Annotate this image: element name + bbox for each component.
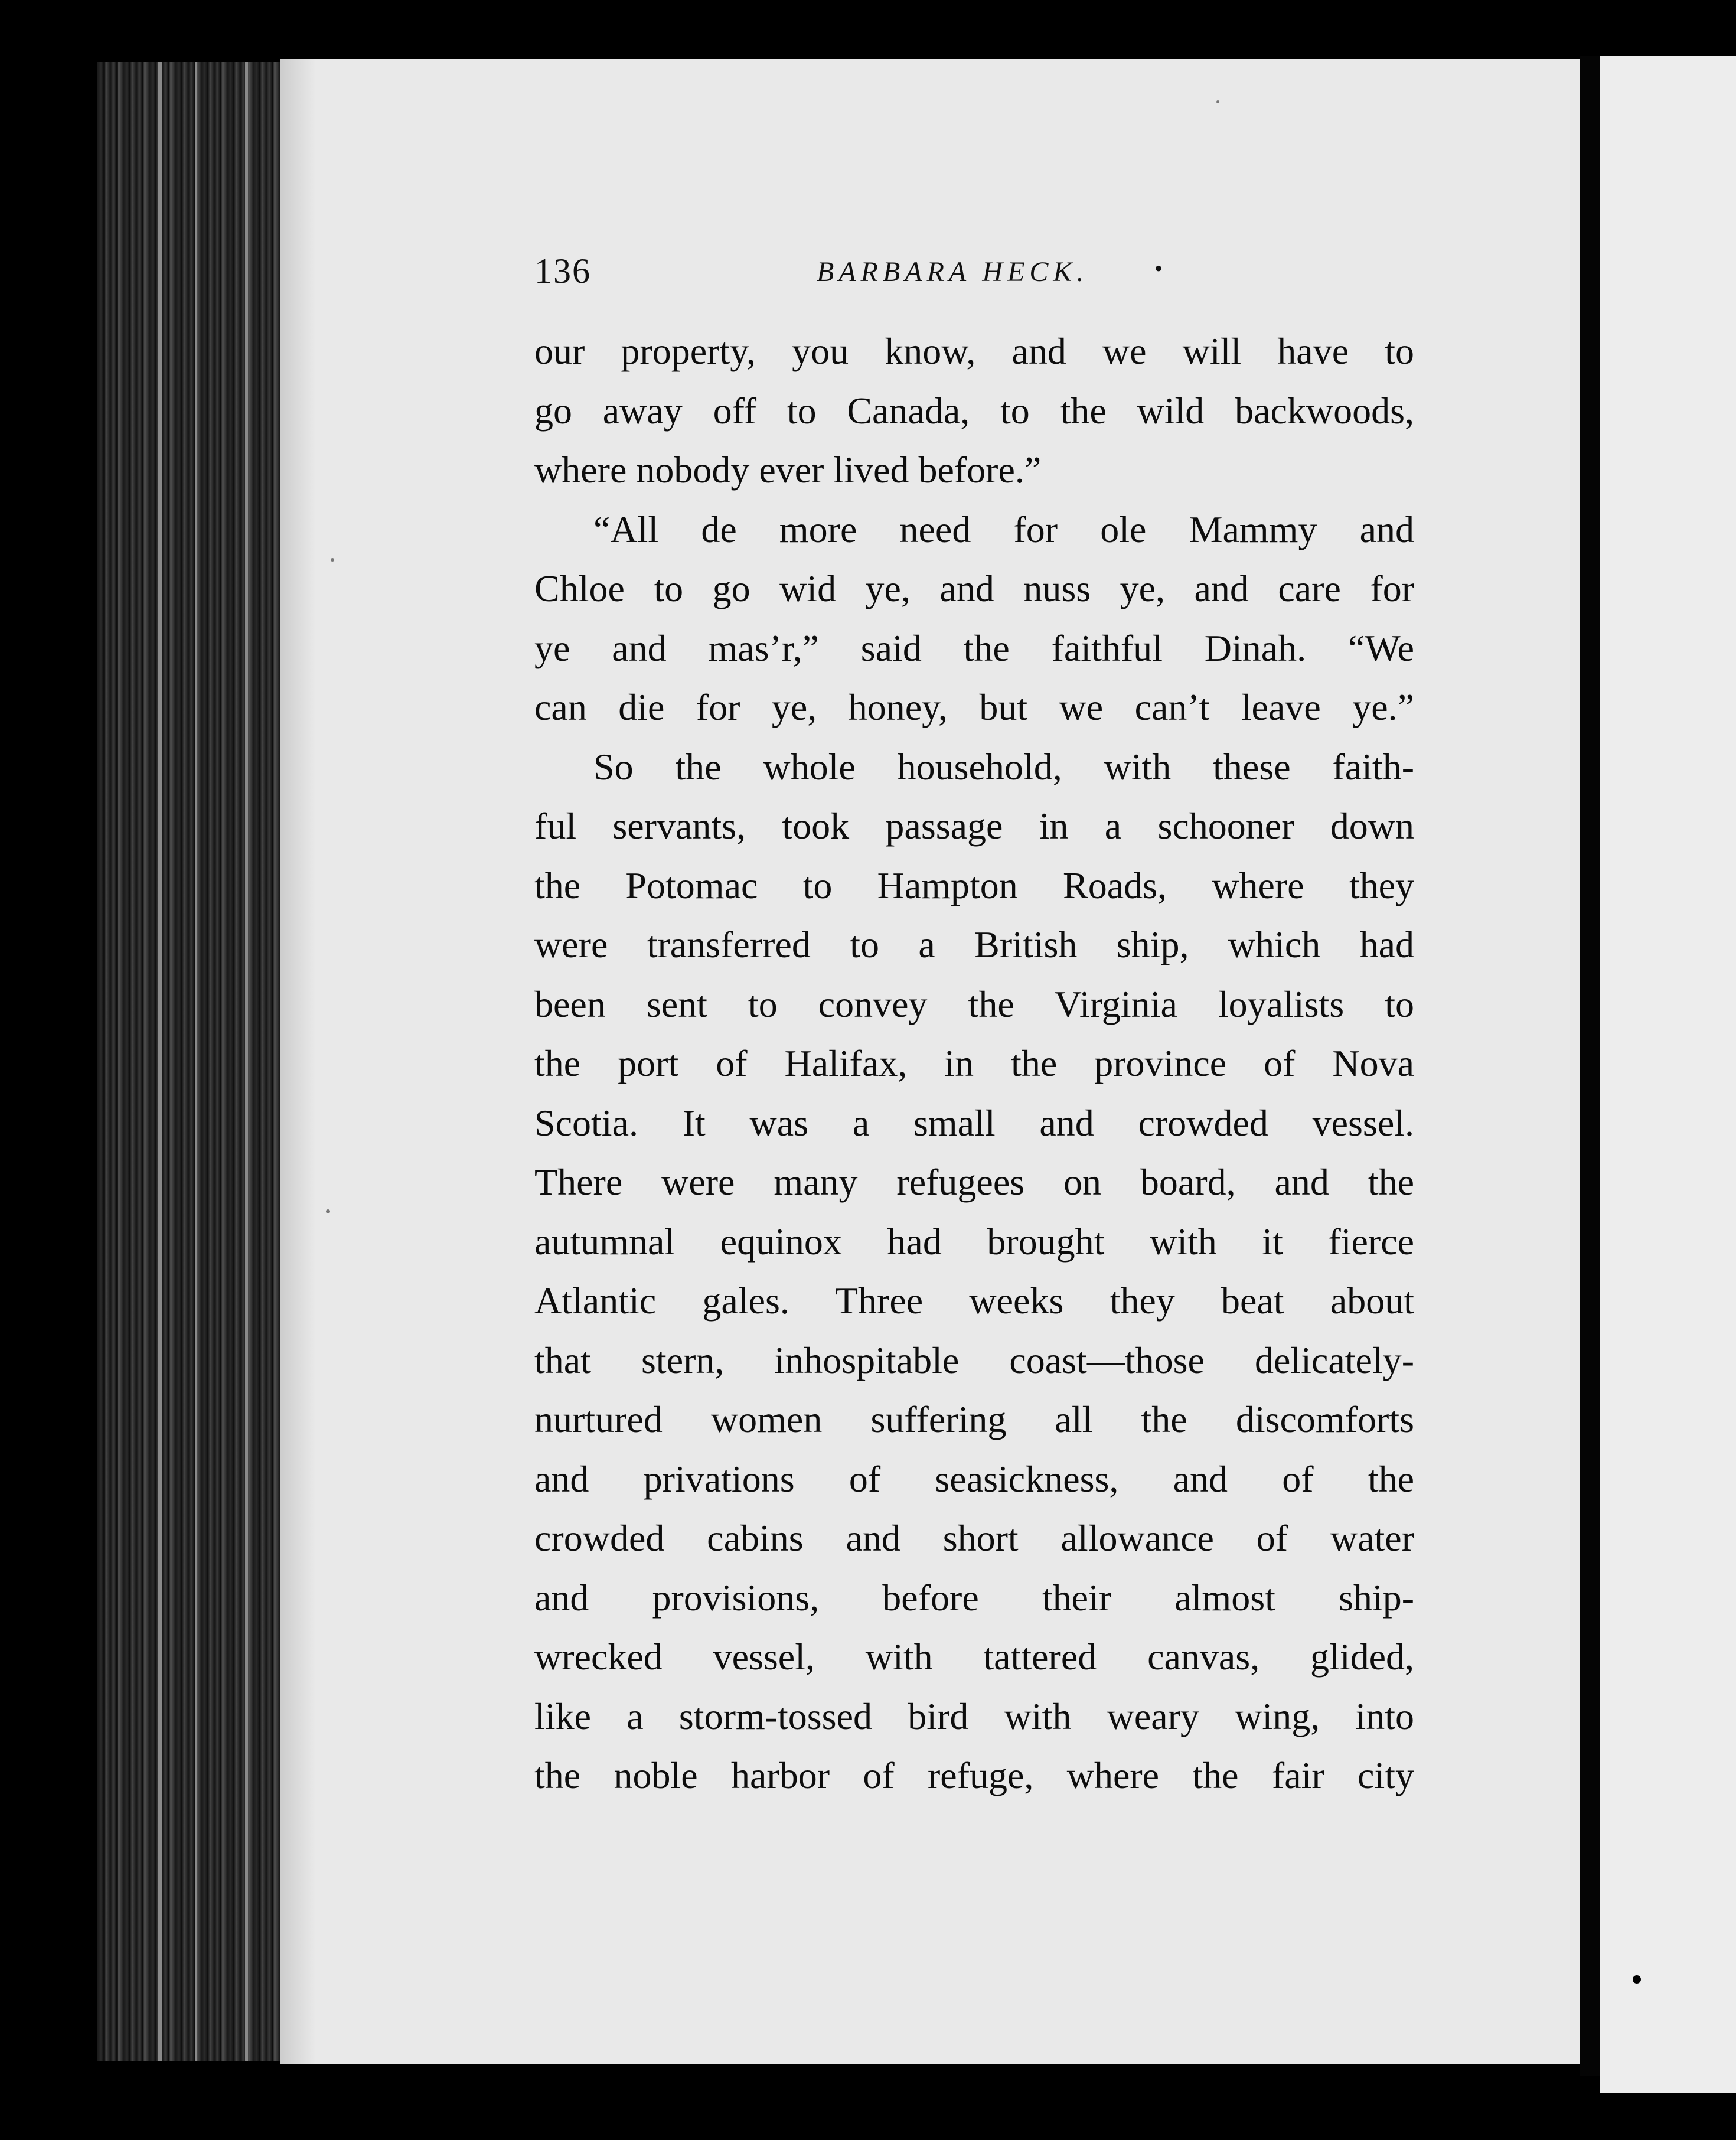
text-line: the port of Halifax, in the province of Nova <box>534 1042 1414 1084</box>
header-mark: • <box>1154 255 1163 282</box>
text-line: can die for ye, honey, but we can’t leave ye.” <box>534 686 1414 728</box>
facing-page-edge <box>1600 56 1736 2093</box>
text-line: go away off to Canada, to the wild backwoods, <box>534 389 1414 432</box>
text-line: Chloe to go wid ye, and nuss ye, and care for <box>534 567 1414 609</box>
book-gutter <box>1580 56 1600 2076</box>
text-line: “All de more need for ole Mammy and <box>593 508 1414 550</box>
running-title: BARBARA HECK. <box>817 256 1089 288</box>
running-head <box>534 251 1184 304</box>
page-edge-highlight <box>195 62 197 2061</box>
paper-speck <box>326 1209 330 1213</box>
page-number: 136 <box>534 252 591 291</box>
text-line: ful servants, took passage in a schooner down <box>534 805 1414 847</box>
text-line: been sent to convey the Virginia loyalists to <box>534 983 1414 1025</box>
paper-speck <box>331 558 334 562</box>
page-binding-shadow <box>280 59 316 2064</box>
text-line: Scotia. It was a small and crowded vessel. <box>534 1101 1414 1144</box>
text-line: like a storm-tossed bird with weary wing, into <box>534 1695 1414 1737</box>
text-line: wrecked vessel, with tattered canvas, glided, <box>534 1636 1414 1678</box>
page-edge-highlight <box>158 62 162 2061</box>
text-line: So the whole household, with these faith- <box>593 745 1414 788</box>
text-line: the noble harbor of refuge, where the fair city <box>534 1754 1414 1796</box>
text-line: crowded cabins and short allowance of water <box>534 1517 1414 1559</box>
text-line: the Potomac to Hampton Roads, where they <box>534 864 1414 906</box>
text-line: ye and mas’r,” said the faithful Dinah. “We <box>534 627 1414 669</box>
text-line: autumnal equinox had brought with it fierce <box>534 1220 1414 1263</box>
text-line: nurtured women suffering all the discomforts <box>534 1398 1414 1440</box>
page-edges-stack <box>97 62 280 2061</box>
text-line: There were many refugees on board, and the <box>534 1161 1414 1203</box>
text-line: and provisions, before their almost ship- <box>534 1576 1414 1619</box>
text-line: our property, you know, and we will have to <box>534 330 1414 372</box>
page-edge-highlight <box>245 62 248 2061</box>
body-text <box>534 322 1414 1806</box>
text-line: Atlantic gales. Three weeks they beat about <box>534 1280 1414 1322</box>
ink-dot <box>1633 1975 1641 1984</box>
text-line: where nobody ever lived before.” <box>534 449 1042 491</box>
paper-speck <box>1216 100 1219 103</box>
text-line: were transferred to a British ship, which had <box>534 924 1414 965</box>
text-line: and privations of seasickness, and of the <box>534 1457 1414 1500</box>
text-line: that stern, inhospitable coast—those delicately- <box>534 1339 1414 1381</box>
